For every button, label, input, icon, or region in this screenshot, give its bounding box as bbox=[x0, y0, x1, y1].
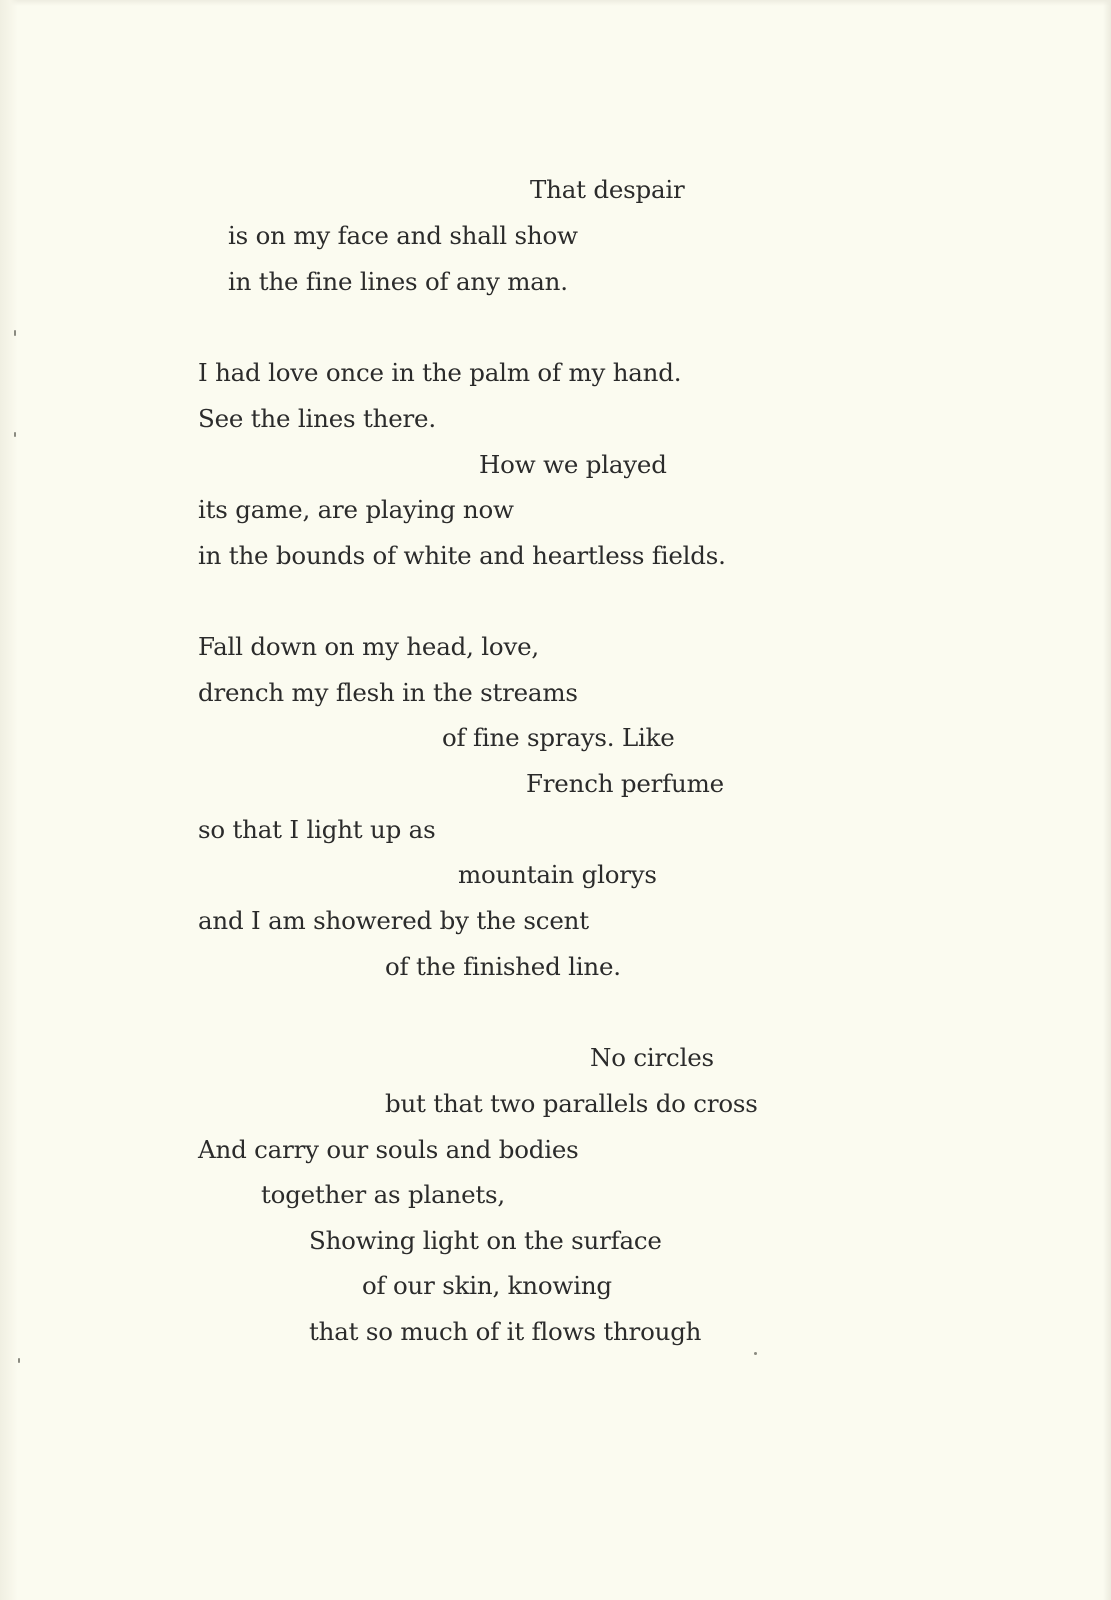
poem-line: and I am showered by the scent bbox=[198, 906, 589, 935]
poem-line: of our skin, knowing bbox=[362, 1271, 612, 1300]
poem-line: that so much of it flows through bbox=[309, 1317, 702, 1346]
paper-speck bbox=[14, 432, 16, 437]
poem-line: And carry our souls and bodies bbox=[198, 1135, 579, 1164]
poem-line: together as planets, bbox=[261, 1180, 505, 1209]
poem-line: mountain glorys bbox=[458, 860, 657, 889]
poem-line: No circles bbox=[590, 1043, 714, 1072]
poem-line: See the lines there. bbox=[198, 404, 436, 433]
paper-speck bbox=[754, 1352, 757, 1355]
poem-line: of the finished line. bbox=[385, 952, 621, 981]
poem-line: so that I light up as bbox=[198, 815, 436, 844]
poem-line: That despair bbox=[530, 175, 685, 204]
poem-line: Showing light on the surface bbox=[309, 1226, 662, 1255]
paper-speck bbox=[18, 1358, 20, 1363]
poem-line: but that two parallels do cross bbox=[385, 1089, 758, 1118]
poem-line: How we played bbox=[479, 450, 667, 479]
poem-line: I had love once in the palm of my hand. bbox=[198, 358, 682, 387]
poem-line: is on my face and shall show bbox=[228, 221, 578, 250]
poem-line: in the fine lines of any man. bbox=[228, 267, 568, 296]
poem-line: of fine sprays. Like bbox=[442, 723, 675, 752]
poem-line: drench my flesh in the streams bbox=[198, 678, 578, 707]
poem-line: Fall down on my head, love, bbox=[198, 632, 540, 661]
poem-line: French perfume bbox=[526, 769, 724, 798]
poem-line: its game, are playing now bbox=[198, 495, 514, 524]
poem-line: in the bounds of white and heartless fields. bbox=[198, 541, 726, 570]
paper-speck bbox=[14, 330, 16, 336]
